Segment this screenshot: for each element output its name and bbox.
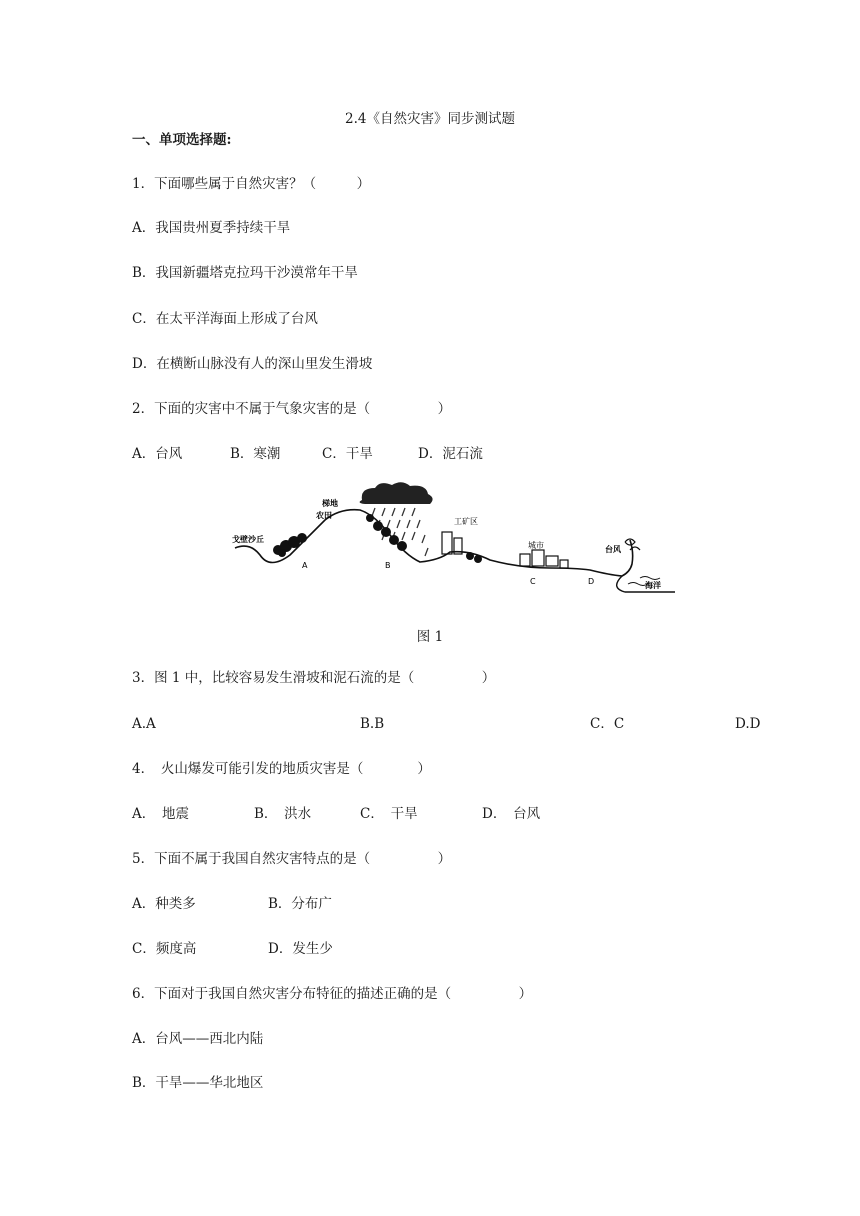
label-farmland1: 梯地: [322, 499, 338, 508]
document-title: 2.4《自然灾害》同步测试题: [345, 111, 515, 127]
label-sea: 海洋: [645, 581, 661, 590]
question-3-option-d: D.D: [735, 716, 761, 732]
question-4: 4． 火山爆发可能引发的地质灾害是（ ）: [132, 761, 431, 777]
question-1-option-c: C．在太平洋海面上形成了台风: [132, 311, 318, 327]
terrain-illustration: [230, 480, 675, 605]
question-4-option-a: A． 地震: [132, 806, 189, 822]
question-2-option-c: C．干旱: [322, 446, 373, 462]
label-industry: 工矿区: [454, 517, 478, 526]
question-3-option-c: C．C: [590, 716, 625, 732]
question-2-option-a: A．台风: [132, 446, 183, 462]
question-5-option-d: D．发生少: [268, 941, 333, 957]
question-1-option-a: A．我国贵州夏季持续干旱: [132, 220, 291, 236]
label-d: D: [588, 577, 595, 586]
question-6-option-b: B．干旱——华北地区: [132, 1075, 264, 1091]
question-1-option-d: D．在横断山脉没有人的深山里发生滑坡: [132, 356, 373, 372]
section-heading: 一、单项选择题:: [132, 132, 232, 148]
typhoon-icon: [625, 539, 640, 550]
figure-caption: 图 1: [416, 629, 444, 645]
question-2-option-b: B．寒潮: [230, 446, 281, 462]
question-4-option-b: B． 洪水: [254, 806, 312, 822]
question-4-option-c: C． 干旱: [360, 806, 418, 822]
question-3-option-b: B.B: [360, 716, 385, 732]
question-5-option-c: C．频度高: [132, 941, 197, 957]
label-b: B: [385, 561, 391, 570]
label-c: C: [530, 577, 536, 586]
question-2: 2．下面的灾害中不属于气象灾害的是（ ）: [132, 401, 452, 417]
label-city: 城市: [528, 541, 544, 550]
question-1: 1．下面哪些属于自然灾害？（ ）: [132, 176, 371, 192]
question-1-option-b: B．我国新疆塔克拉玛干沙漠常年干旱: [132, 265, 358, 281]
label-slope: 戈壁沙丘: [232, 535, 264, 544]
label-farmland2: 农田: [316, 511, 332, 520]
question-4-option-d: D． 台风: [482, 806, 541, 822]
question-6: 6．下面对于我国自然灾害分布特征的描述正确的是（ ）: [132, 986, 533, 1002]
question-6-option-a: A．台风——西北内陆: [132, 1031, 264, 1047]
question-2-option-d: D．泥石流: [418, 446, 483, 462]
question-3-option-a: A.A: [132, 716, 156, 732]
question-5-option-a: A．种类多: [132, 896, 196, 912]
question-5-option-b: B．分布广: [268, 896, 332, 912]
label-a: A: [302, 561, 308, 570]
question-5: 5．下面不属于我国自然灾害特点的是（ ）: [132, 851, 452, 867]
label-typhoon: 台风: [605, 545, 621, 554]
question-3: 3．图 1 中，比较容易发生滑坡和泥石流的是（ ）: [132, 670, 496, 686]
